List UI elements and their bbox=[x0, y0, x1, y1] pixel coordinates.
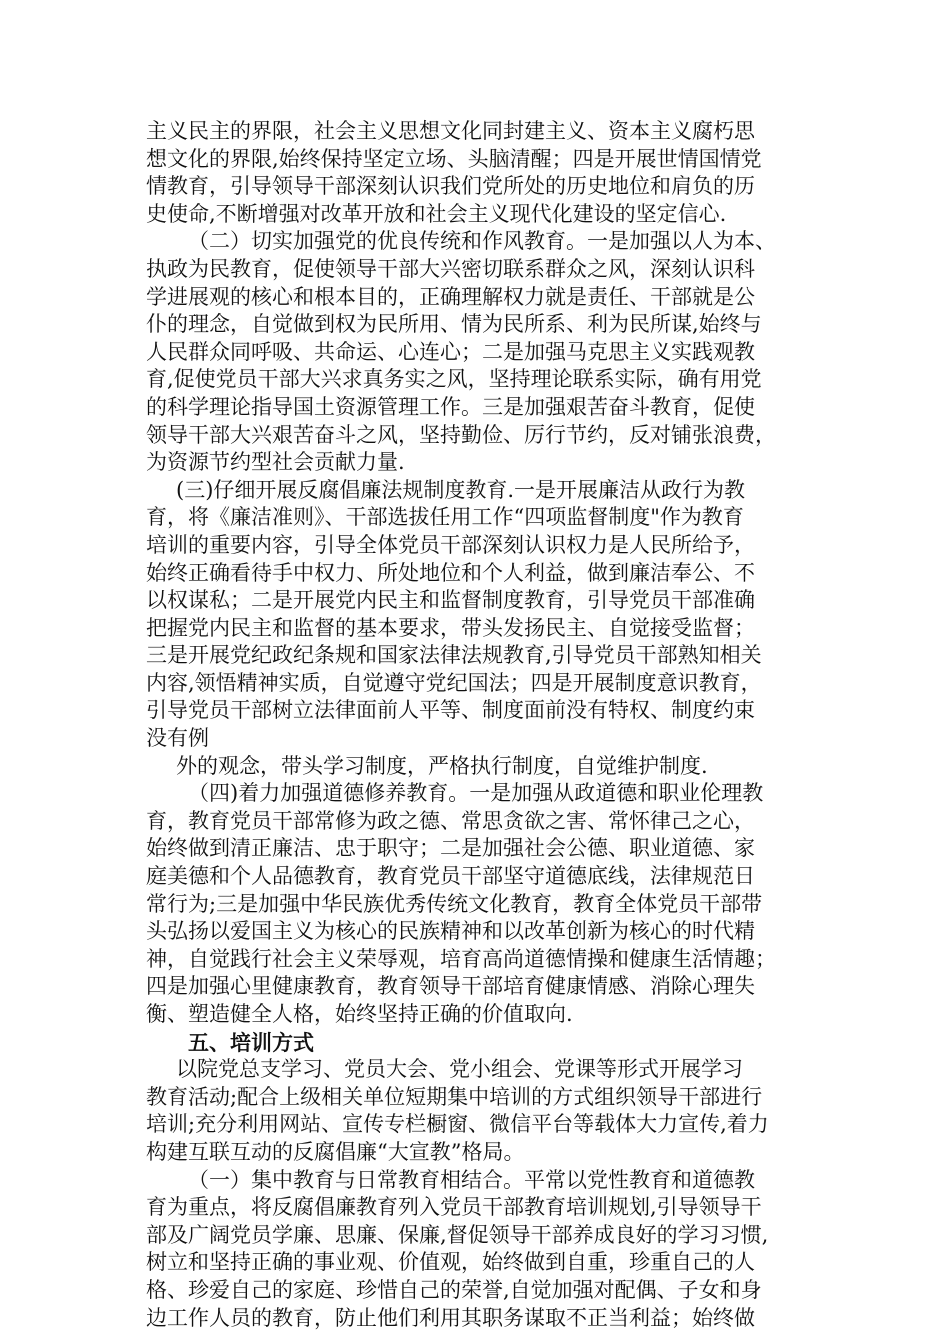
text-line: 树立和坚持正确的事业观、价值观，始终做到自重，珍重自己的人 bbox=[146, 1250, 755, 1275]
text-line: 学进展观的核心和根本目的，正确理解权力就是责任、干部就是公 bbox=[146, 284, 755, 309]
text-line: 没有例 bbox=[146, 726, 209, 751]
text-line: 始终正确看待手中权力、所处地位和个人利益，做到廉洁奉公、不 bbox=[146, 560, 755, 585]
text-line: 四是加强心里健康教育，教育领导干部培育健康情感、消除心理失 bbox=[146, 974, 755, 999]
paragraph-start-line: （四)着力加强道德修养教育。一是加强从政道德和职业伦理教 bbox=[188, 781, 764, 806]
text-line: 情教育，引导领导干部深刻认识我们党所处的历史地位和肩负的历 bbox=[146, 174, 755, 199]
text-line: 人民群众同呼吸、共命运、心连心；二是加强马克思主义实践观教 bbox=[146, 339, 755, 364]
text-line: 庭美德和个人品德教育，教育党员干部坚守道德底线，法律规范日 bbox=[146, 864, 755, 889]
text-line: 培训;充分利用网站、宣传专栏橱窗、微信平台等载体大力宣传,着力 bbox=[146, 1112, 769, 1137]
text-line: 头弘扬以爱国主义为核心的民族精神和以改革创新为核心的时代精 bbox=[146, 919, 755, 944]
text-line: 以权谋私；二是开展党内民主和监督制度教育，引导党员干部准确 bbox=[146, 588, 755, 613]
text-line: 衡、塑造健全人格，始终坚持正确的价值取向. bbox=[146, 1002, 573, 1026]
text-line: 构建互联互动的反腐倡廉“大宣教”格局。 bbox=[146, 1139, 525, 1164]
text-line: 内容,领悟精神实质，自觉遵守党纪国法；四是开展制度意识教育， bbox=[146, 670, 762, 695]
text-line: 始终做到清正廉洁、忠于职守；二是加强社会公德、职业道德、家 bbox=[146, 836, 755, 861]
paragraph-start-line: 以院党总支学习、党员大会、党小组会、党课等形式开展学习 bbox=[176, 1057, 743, 1082]
text-line: 育，教育党员干部常修为政之德、常思贪欲之害、常怀律己之心， bbox=[146, 808, 755, 833]
text-line: 神，自觉践行社会主义荣辱观，培育高尚道德情操和健康生活情趣； bbox=[146, 946, 776, 971]
paragraph-start-line: （一）集中教育与日常教育相结合。平常以党性教育和道德教 bbox=[188, 1167, 755, 1192]
text-line: 常行为;三是加强中华民族优秀传统文化教育，教育全体党员干部带 bbox=[146, 891, 763, 916]
text-line: 格、珍爱自己的家庭、珍惜自己的荣誉,自觉加强对配偶、子女和身 bbox=[146, 1277, 762, 1302]
section-heading: 五、培训方式 bbox=[188, 1029, 314, 1055]
text-line: 把握党内民主和监督的基本要求，带头发扬民主、自觉接受监督； bbox=[146, 615, 755, 640]
text-line: 领导干部大兴艰苦奋斗之风，坚持勤俭、厉行节约，反对铺张浪费， bbox=[146, 422, 776, 447]
text-line: 主义民主的界限，社会主义思想文化同封建主义、资本主义腐朽思 bbox=[146, 119, 755, 143]
text-line: 的科学理论指导国土资源管理工作。三是加强艰苦奋斗教育，促使 bbox=[146, 394, 755, 419]
document-page bbox=[146, 118, 810, 1332]
text-line: 培训的重要内容，引导全体党员干部深刻认识权力是人民所给予， bbox=[146, 532, 755, 557]
text-line: 部及广阔党员学廉、思廉、保廉,督促领导干部养成良好的学习习惯, bbox=[146, 1222, 769, 1247]
text-line: 引导党员干部树立法律面前人平等、制度面前没有特权、制度约束 bbox=[146, 698, 755, 723]
text-line: 想文化的界限,始终保持坚定立场、头脑清醒；四是开展世情国情党 bbox=[146, 146, 762, 171]
text-line: 边工作人员的教育，防止他们利用其职务谋取不正当利益；始终做 bbox=[146, 1305, 755, 1330]
text-line: 教育活动;配合上级相关单位短期集中培训的方式组织领导干部进行 bbox=[146, 1084, 763, 1109]
paragraph-start-line: (三)仔细开展反腐倡廉法规制度教育.一是开展廉洁从政行为教 bbox=[176, 477, 746, 502]
paragraph-start-line: （二）切实加强党的优良传统和作风教育。一是加强以人为本、 bbox=[188, 229, 776, 254]
text-line: 执政为民教育，促使领导干部大兴密切联系群众之风，深刻认识科 bbox=[146, 256, 755, 281]
paragraph-start-line: 外的观念，带头学习制度，严格执行制度，自觉维护制度. bbox=[176, 753, 708, 778]
text-line: 育，将《廉洁准则》、干部选拔任用工作“四项监督制度"作为教育 bbox=[146, 505, 744, 530]
text-line: 三是开展党纪政纪条规和国家法律法规教育,引导党员干部熟知相关 bbox=[146, 643, 762, 668]
text-line: 史使命,不断增强对改革开放和社会主义现代化建设的坚定信心. bbox=[146, 201, 727, 226]
text-line: 仆的理念，自觉做到权为民所用、情为民所系、利为民所谋,始终与 bbox=[146, 312, 762, 337]
text-line: 育为重点，将反腐倡廉教育列入党员干部教育培训规划,引导领导干 bbox=[146, 1195, 762, 1220]
text-line: 为资源节约型社会贡献力量. bbox=[146, 450, 405, 475]
text-line: 育,促使党员干部大兴求真务实之风，坚持理论联系实际，确有用党 bbox=[146, 367, 762, 392]
